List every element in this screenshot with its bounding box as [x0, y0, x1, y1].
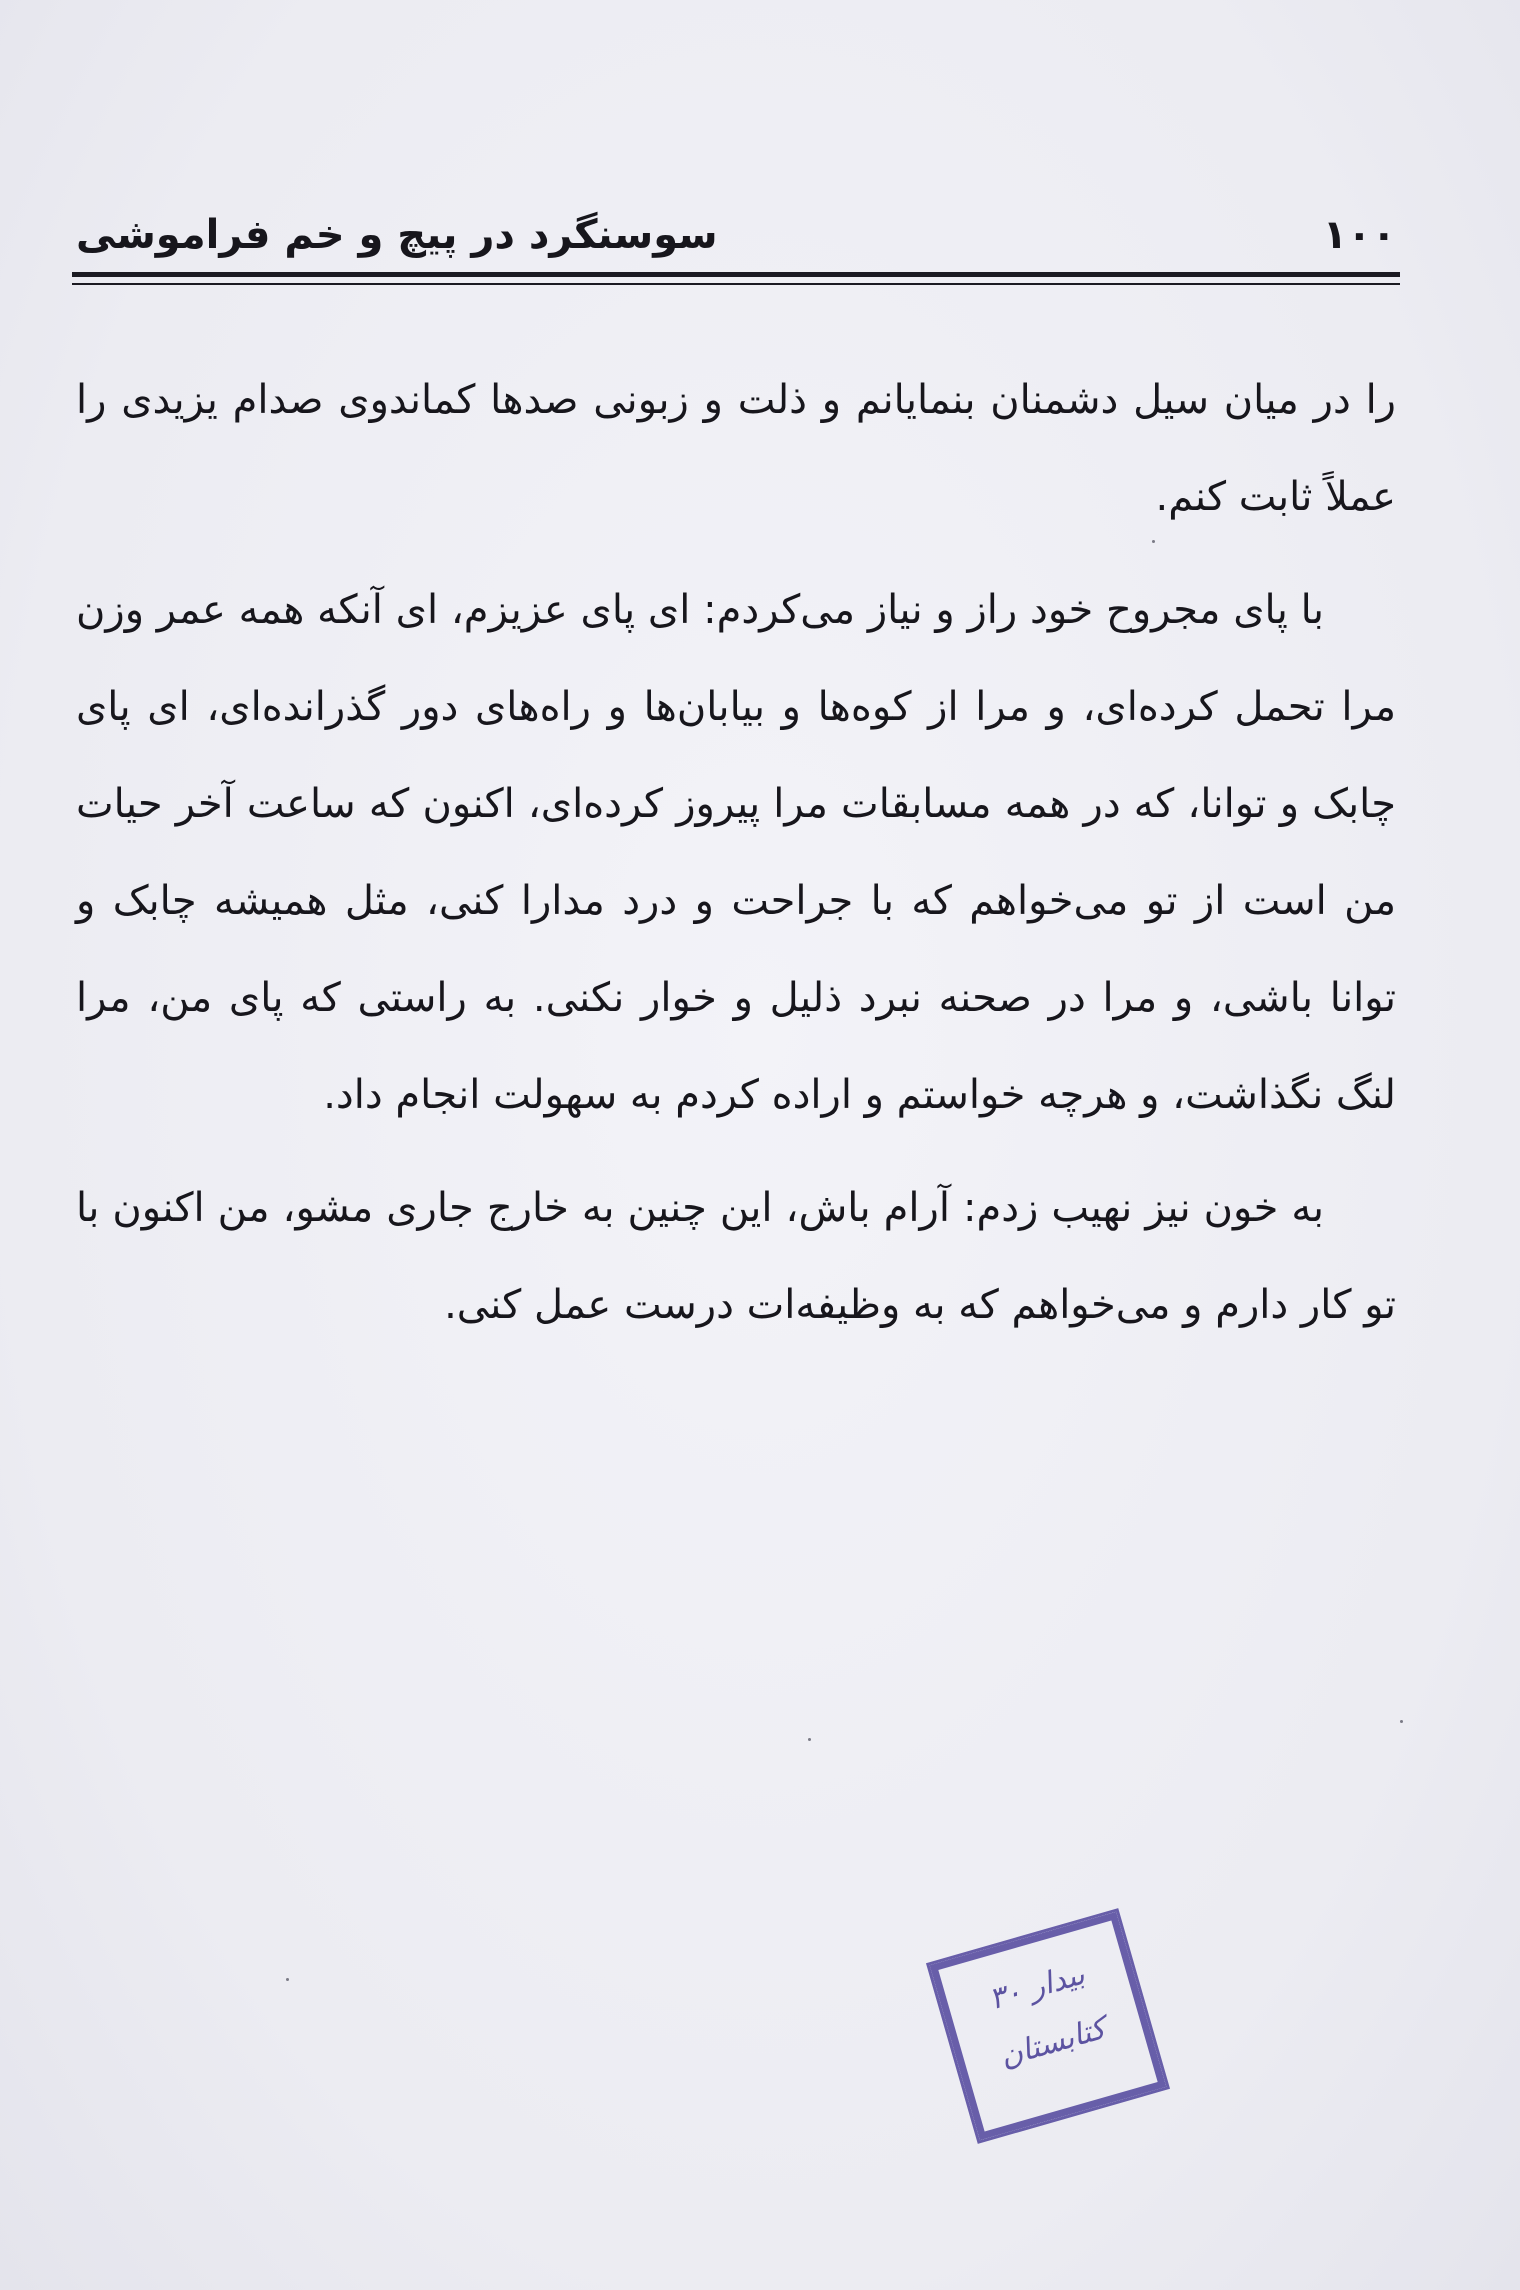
paragraph-3: به خون نیز نهیب زدم: آرام باش، این چنین به خارج جاری مشو، من اکنون با تو کار دارم و می‌خواهم که به وظیفه‌ات درست عمل کنی. — [76, 1185, 1396, 1328]
stamp-line-1: بیدار ۳۰ — [985, 1956, 1089, 2018]
stamp-line-2: کتابستان — [996, 2011, 1110, 2075]
body-text — [76, 352, 1396, 1354]
page-number: ۱۰۰ — [1322, 212, 1396, 258]
header-rule-thin — [72, 283, 1400, 285]
running-title: سوسنگرد در پیچ و خم فراموشی — [76, 212, 718, 258]
paragraph-1: را در میان سیل دشمنان بنمایانم و ذلت و زبونی صدها کماندوی صدام یزیدی را عملاً ثابت کنم. — [76, 377, 1396, 520]
paragraph-2: با پای مجروح خود راز و نیاز می‌کردم: ای پای عزیزم، ای آنکه همه عمر وزن مرا تحمل کرده‌ای، و مرا از کوه‌ها و بیابان‌ها و راه‌های دور گذرانده‌ای، ای پای چابک و توانا، که در همه مسابقات مرا پیروز کرده‌ای، اکنون که ساعت آخر حیات من است از تو می‌خواهم که با جراحت و درد مدارا کنی، مثل همیشه چابک و توانا باشی، و مرا در صحنه نبرد ذلیل و خوار نکنی. به راستی که پای من، مرا لنگ نگذاشت، و هرچه خواستم و اراده کردم به سهولت انجام داد. — [76, 587, 1396, 1118]
page-header — [76, 205, 1396, 265]
paper-speck — [1400, 1720, 1403, 1723]
paper-speck — [1152, 540, 1155, 543]
paper-speck — [808, 1738, 811, 1741]
paper-speck — [286, 1978, 289, 1981]
library-stamp — [926, 1908, 1170, 2144]
header-rule-thick — [72, 272, 1400, 277]
